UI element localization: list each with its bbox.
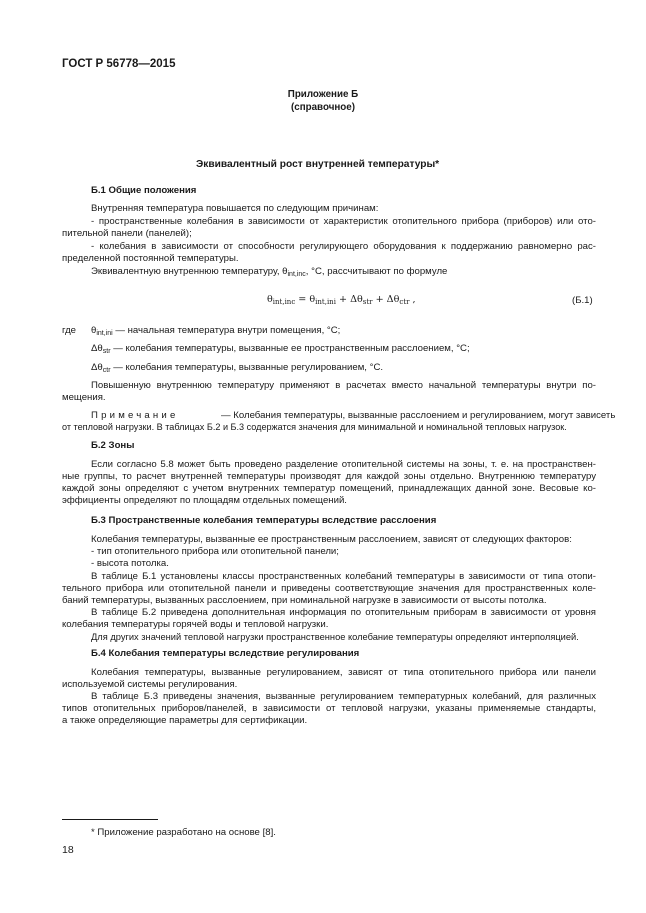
paragraph: Для других значений тепловой нагрузки пространственное колебание температуры определяют интерполяцией. [91,632,579,642]
paragraph: Колебания температуры, вызванные ее пространственным расслоением, зависят от следующих факторов: [91,534,572,545]
list-item: - тип отопительного прибора или отопительной панели; [91,546,339,557]
paragraph: Внутренняя температура повышается по следующим причинам: [91,203,379,214]
subscript: ctr [399,298,410,306]
appendix-heading: Эквивалентный рост внутренней температуры* [196,159,440,170]
subscript: int,ini [315,298,336,306]
list-item: - колебания в зависимости от способности регулирующего оборудования к поддержанию равномерно рас- [91,241,596,252]
subscript: int,ini [96,330,113,337]
section-title-b4: Б.4 Колебания температуры вследствие регулирования [91,648,360,659]
list-item: - высота потолка. [91,558,169,569]
subscript: ctr [102,367,111,374]
page-number: 18 [62,844,74,856]
formula-intro: Эквивалентную внутреннюю температуру, $\theta_{int,inc}$, °C, рассчитывают по формуле [91,266,448,278]
section-title-b1: Б.1 Общие положения [91,185,197,196]
paragraph: типов отопительных приборов/панелей, в зависимости от тепловой нагрузки, указаны применяемые стандарты, [62,703,596,714]
definition: $\theta_{int,ini}$ — начальная температура внутри помещения, °C; [91,325,341,337]
subscript: str [102,348,111,355]
definition: $\Delta\theta_{ctr}$ — колебания температуры, вызванные регулированием, °C. [91,362,384,374]
subscript: str [362,298,373,306]
definition: $\Delta\theta_{str}$ — колебания температуры, вызванные ее пространственным расслоением, °C; [91,343,470,355]
paragraph: В таблице Б.3 приведены значения, вызванные регулированием температурных колебаний, для различных [91,691,596,702]
paragraph: баний температуры, вызванных расслоением, при номинальной нагрузке в зависимости от высоты потолка. [62,595,547,606]
paragraph-continuation: мещения. [62,392,106,403]
paragraph: колебания температуры горячей воды и тепловой нагрузки. [62,619,329,630]
paragraph: ные группы, то расчет внутренней температуры производят для каждой зоны отдельно. Внутреннюю температуру [62,471,596,482]
formula: $\theta_{int,inc} = \theta_{int,ini} + \Delta\theta_{str} + \Delta\theta_{ctr}$ , [267,294,416,306]
document-header: ГОСТ Р 56778—2015 [62,58,176,70]
subscript: int,inc [287,271,306,278]
formula-number: (Б.1) [572,295,593,306]
footnote: * Приложение разработано на основе [8]. [91,827,276,838]
appendix-title: Приложение Б [287,89,359,100]
paragraph: а также определяющие параметры для сертификации. [62,715,308,726]
where-label: где [62,325,77,336]
paragraph: эффициенты определяют по площадям отдельных помещений. [62,495,347,506]
paragraph: Повышенную внутреннюю температуру применяют в расчетах вместо начальной температуры внутри по- [91,380,596,391]
footnote-divider [62,819,158,820]
paragraph: В таблице Б.2 приведена дополнительная информация по отопительным приборам в зависимости от уровня [91,607,596,618]
paragraph: используемой системы регулирования. [62,679,238,690]
note-label: Примечание [91,410,179,421]
paragraph: В таблице Б.1 установлены классы пространственных колебаний температуры в зависимости от типа отопи- [91,571,596,582]
list-item-continuation: пительной панели (панелей); [62,228,192,239]
section-title-b3: Б.3 Пространственные колебания температуры вследствие расслоения [91,515,437,526]
list-item: - пространственные колебания в зависимости от характеристик отопительного прибора (приборов) или ото- [91,216,596,227]
appendix-subtitle: (справочное) [291,102,355,113]
list-item-continuation: пределенной постоянной температуры. [62,253,239,264]
paragraph: Если согласно 5.8 может быть проведено разделение отопительной системы на зоны, т. е. на пространствен- [91,459,596,470]
paragraph: Колебания температуры, вызванные регулированием, зависят от типа отопительного прибора или панели [91,667,596,678]
note-text-continuation: от тепловой нагрузки. В таблицах Б.2 и Б.3 содержатся значения для минимальной и номинальной тепловых нагрузок. [62,422,567,432]
section-title-b2: Б.2 Зоны [91,440,135,451]
paragraph: каждой зоны определяют с учетом внутренних температур помещений, принадлежащих данной зоне. Весовые ко- [62,483,596,494]
note-text: — Колебания температуры, вызванные расслоением и регулированием, могут зависеть [221,410,616,421]
subscript: int,inc [272,298,296,306]
paragraph: тельного прибора или отопительной панели и приведены соответствующие значения для пространственных коле- [62,583,596,594]
